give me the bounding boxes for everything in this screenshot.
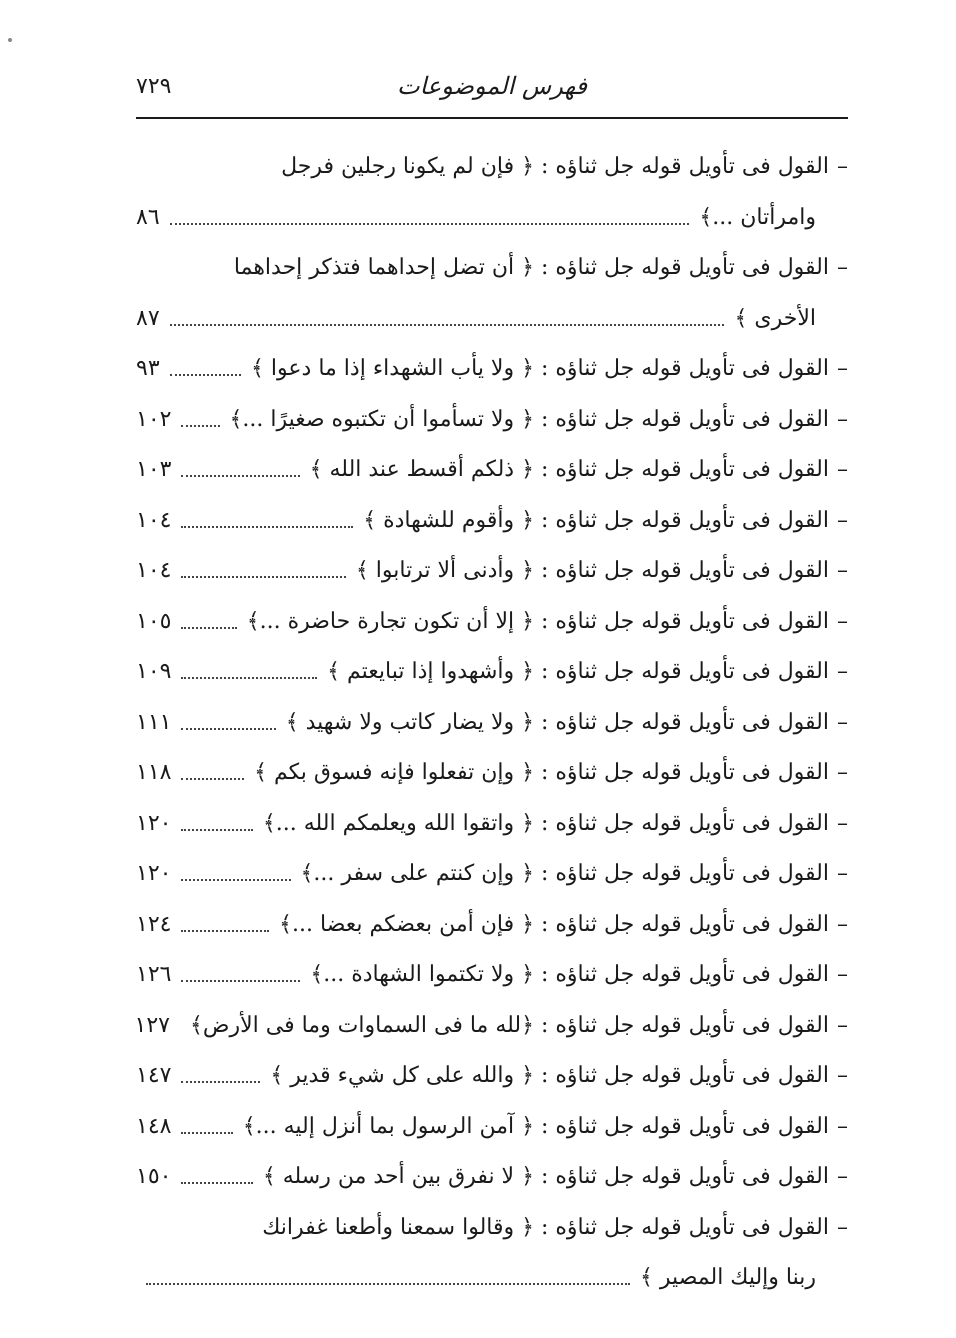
entry-page-number: ١٢٠ — [136, 861, 172, 886]
entry-title: القول فى تأويل قوله جل ثناؤه : ﴿ واتقوا الله ويعلمكم الله ...﴾ — [262, 810, 829, 836]
entry-title: القول فى تأويل قوله جل ثناؤه : ﴿ لا نفرق بين أحد من رسله ﴾ — [262, 1164, 829, 1189]
toc-entry — [136, 849, 848, 900]
dot-leader — [181, 425, 219, 427]
toc-entry — [136, 294, 848, 345]
entry-page-number: ١٤٨ — [136, 1113, 172, 1139]
toc-entry — [136, 243, 848, 294]
toc-entry — [136, 1203, 848, 1254]
entry-bullet: – — [837, 962, 848, 987]
entry-title: القول فى تأويل قوله جل ثناؤه : ﴿ أن تضل إحداهما فتذكر إحداهما — [233, 255, 829, 280]
entry-page-number: ١٠٣ — [136, 457, 172, 482]
entry-page-number: ١٢٦ — [136, 962, 172, 987]
entry-bullet: – — [837, 356, 848, 381]
entry-page-number: ١٢٧ — [134, 1012, 170, 1038]
entry-title: القول فى تأويل قوله جل ثناؤه : ﴿ والله على كل شيء قدير ﴾ — [270, 1063, 829, 1088]
entry-title: القول فى تأويل قوله جل ثناؤه : ﴿لله ما فى السماوات وما فى الأرض﴾ — [189, 1012, 829, 1038]
entry-bullet: – — [837, 457, 848, 482]
entry-bullet: – — [837, 709, 848, 735]
entry-title: القول فى تأويل قوله جل ثناؤه : ﴿ ولا تسأموا أن تكتبوه صغيرًا ...﴾ — [229, 406, 829, 432]
entry-title: القول فى تأويل قوله جل ثناؤه : ﴿ ذلكم أقسط عند الله ﴾ — [309, 457, 829, 482]
entry-bullet: – — [837, 861, 848, 886]
toc-entry — [136, 748, 848, 799]
entry-page-number: ١٠٤ — [136, 507, 172, 533]
running-title: فهرس الموضوعات — [397, 72, 587, 100]
dot-leader — [181, 526, 353, 528]
header-rule — [136, 117, 848, 119]
entry-bullet: – — [837, 1164, 848, 1189]
entry-title: الأخرى ﴾ — [734, 305, 816, 331]
entry-title: القول فى تأويل قوله جل ثناؤه : ﴿ وأقوم للشهادة ﴾ — [363, 507, 829, 533]
entry-bullet: – — [837, 406, 848, 432]
toc-entry — [136, 546, 848, 597]
entry-page-number: ١٢٠ — [136, 810, 172, 836]
entry-bullet: – — [837, 255, 848, 280]
entry-page-number: ١١٨ — [136, 760, 172, 785]
toc-entry — [136, 799, 848, 850]
entry-title: القول فى تأويل قوله جل ثناؤه : ﴿ وإن تفعلوا فإنه فسوق بكم ﴾ — [254, 760, 829, 785]
dot-leader — [181, 778, 244, 780]
dot-leader — [181, 980, 300, 982]
entry-title: القول فى تأويل قوله جل ثناؤه : ﴿ ولا يأب الشهداء إذا ما دعوا ﴾ — [251, 356, 829, 381]
entry-title: القول فى تأويل قوله جل ثناؤه : ﴿ ولا يضار كاتب ولا شهيد ﴾ — [285, 709, 829, 735]
toc-entry — [136, 445, 848, 496]
entry-bullet: – — [837, 1113, 848, 1139]
entry-page-number: ١٠٢ — [136, 406, 172, 432]
entry-page-number: ١٤٧ — [136, 1063, 172, 1088]
entry-title: القول فى تأويل قوله جل ثناؤه : ﴿ وقالوا سمعنا وأطعنا غفرانك — [262, 1214, 829, 1240]
toc-entry — [136, 1152, 848, 1203]
entry-title: القول فى تأويل قوله جل ثناؤه : ﴿ آمن الرسول بما أنزل إليه ...﴾ — [242, 1113, 829, 1139]
entry-title: القول فى تأويل قوله جل ثناؤه : ﴿ وأدنى ألا ترتابوا ﴾ — [355, 558, 829, 583]
entry-bullet: – — [837, 659, 848, 684]
entry-title: ربنا وإليك المصير ﴾ — [640, 1265, 816, 1290]
page-number: ٧٢٩ — [136, 74, 172, 99]
entry-title: وامرأتان ...﴾ — [699, 204, 816, 230]
table-of-contents — [136, 142, 848, 1304]
dot-leader — [146, 1283, 630, 1285]
entry-bullet: – — [837, 507, 848, 533]
dot-leader — [181, 576, 345, 578]
entry-title: القول فى تأويل قوله جل ثناؤه : ﴿ ولا تكتموا الشهادة ...﴾ — [310, 962, 829, 987]
entry-bullet: – — [837, 558, 848, 583]
dot-leader — [181, 1081, 260, 1083]
entry-bullet: – — [837, 608, 848, 634]
dot-leader — [170, 374, 241, 376]
toc-entry — [136, 193, 848, 244]
entry-page-number: ٩٣ — [136, 356, 160, 381]
entry-bullet: – — [837, 1012, 848, 1038]
dot-leader — [181, 728, 275, 730]
entry-bullet: – — [837, 810, 848, 836]
toc-entry — [136, 597, 848, 648]
entry-title: القول فى تأويل قوله جل ثناؤه : ﴿ إلا أن تكون تجارة حاضرة ...﴾ — [246, 608, 829, 634]
entry-bullet: – — [837, 911, 848, 937]
margin-mark — [8, 38, 12, 42]
entry-bullet: – — [837, 154, 848, 179]
dot-leader — [181, 1182, 252, 1184]
entry-bullet: – — [837, 760, 848, 785]
entry-bullet: – — [837, 1063, 848, 1088]
entry-bullet: – — [837, 1214, 848, 1240]
page-header — [136, 70, 848, 110]
toc-entry — [136, 1102, 848, 1153]
dot-leader — [170, 324, 725, 326]
dot-leader — [181, 677, 317, 679]
entry-title: القول فى تأويل قوله جل ثناؤه : ﴿ وإن كنتم على سفر ...﴾ — [300, 861, 829, 886]
entry-page-number: ١٠٩ — [136, 659, 172, 684]
toc-entry — [136, 1253, 848, 1304]
toc-entry — [136, 950, 848, 1001]
dot-leader — [181, 627, 236, 629]
dot-leader — [181, 879, 290, 881]
toc-entry — [136, 1001, 848, 1052]
dot-leader — [181, 1132, 232, 1134]
toc-entry — [136, 647, 848, 698]
dot-leader — [170, 223, 690, 225]
entry-title: القول فى تأويل قوله جل ثناؤه : ﴿ فإن أمن بعضكم بعضا ...﴾ — [279, 911, 829, 937]
entry-page-number: ١٢٤ — [136, 911, 172, 937]
dot-leader — [181, 475, 299, 477]
toc-entry — [136, 395, 848, 446]
dot-leader — [181, 829, 252, 831]
toc-entry — [136, 900, 848, 951]
toc-entry — [136, 1051, 848, 1102]
toc-entry — [136, 344, 848, 395]
entry-title: القول فى تأويل قوله جل ثناؤه : ﴿ وأشهدوا إذا تبايعتم ﴾ — [327, 659, 829, 684]
entry-page-number: ١٠٥ — [136, 608, 172, 634]
entry-title: القول فى تأويل قوله جل ثناؤه : ﴿ فإن لم يكونا رجلين فرجل — [281, 154, 829, 179]
toc-entry — [136, 142, 848, 193]
entry-page-number: ٨٦ — [136, 204, 160, 230]
entry-page-number: ١١١ — [136, 709, 172, 735]
entry-page-number: ٨٧ — [136, 305, 160, 331]
entry-page-number: ١٥٠ — [136, 1164, 172, 1189]
toc-entry — [136, 496, 848, 547]
entry-page-number: ١٠٤ — [136, 558, 172, 583]
dot-leader — [181, 930, 269, 932]
toc-entry — [136, 698, 848, 749]
